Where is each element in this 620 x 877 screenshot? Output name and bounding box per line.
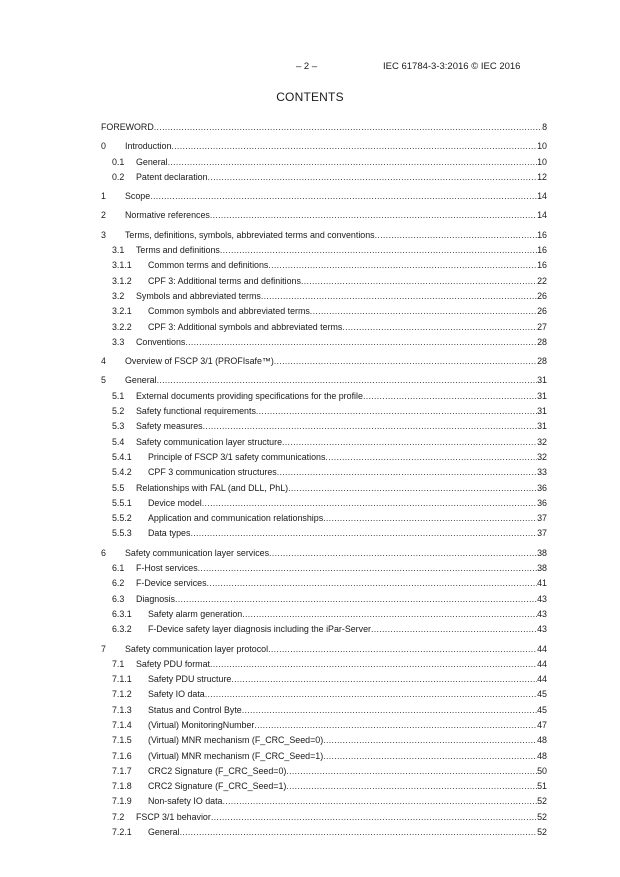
toc-entry-number: 7.1.8	[112, 781, 132, 792]
toc-leader-dots	[157, 375, 538, 385]
toc-leader-dots	[154, 122, 542, 132]
toc-entry[interactable]	[101, 276, 547, 291]
toc-leader-dots	[301, 276, 537, 286]
toc-leader-dots	[180, 827, 538, 837]
toc-entry-number: 5.4.2	[112, 467, 132, 478]
page-title: CONTENTS	[276, 90, 344, 104]
toc-entry-number: 0.2	[112, 171, 125, 182]
toc-leader-dots	[323, 513, 537, 523]
toc-entry-title: CRC2 Signature (F_CRC_Seed=0)	[148, 765, 287, 776]
toc-leader-dots	[208, 172, 538, 182]
toc-leader-dots	[277, 467, 537, 477]
toc-entry-page: 22	[537, 275, 547, 286]
toc-leader-dots	[203, 421, 538, 431]
toc-entry[interactable]	[101, 812, 547, 827]
toc-entry-title: (Virtual) MNR mechanism (F_CRC_Seed=1)	[148, 750, 324, 761]
toc-entry-title: Data types	[148, 528, 191, 539]
toc-entry-title: F-Device services	[136, 578, 207, 589]
toc-leader-dots	[242, 609, 537, 619]
toc-entry-number: 5.5.1	[112, 497, 132, 508]
toc-entry-page: 28	[537, 356, 547, 367]
toc-entry-number: 3.1	[112, 245, 125, 256]
toc-entry-title: FSCP 3/1 behavior	[136, 811, 211, 822]
toc-entry-title: CPF 3: Additional terms and definitions	[148, 275, 301, 286]
toc-entry-page: 16	[537, 245, 547, 256]
toc-entry-title: Device model	[148, 497, 202, 508]
toc-entry[interactable]	[101, 260, 547, 275]
toc-entry[interactable]	[101, 391, 547, 406]
toc-entry-number: 3.1.1	[112, 260, 132, 271]
toc-leader-dots	[198, 563, 537, 573]
toc-leader-dots	[205, 689, 537, 699]
toc-entry[interactable]	[101, 528, 547, 543]
page-number: – 2 –	[296, 61, 318, 72]
toc-entry-number: 3	[101, 229, 106, 240]
toc-entry[interactable]	[101, 172, 547, 187]
toc-leader-dots	[342, 322, 537, 332]
toc-entry-number: 7.1.2	[112, 689, 132, 700]
toc-entry-page: 31	[537, 421, 547, 432]
toc-leader-dots	[288, 483, 537, 493]
toc-entry-page: 44	[537, 674, 547, 685]
toc-entry-page: 32	[537, 451, 547, 462]
toc-entry-page: 32	[537, 436, 547, 447]
toc-leader-dots	[242, 705, 537, 715]
toc-leader-dots	[223, 796, 538, 806]
toc-entry-page: 31	[537, 406, 547, 417]
toc-entry-title: Non-safety IO data	[148, 796, 223, 807]
toc-leader-dots	[210, 659, 537, 669]
toc-entry[interactable]	[101, 141, 547, 156]
toc-entry-page: 27	[537, 321, 547, 332]
toc-entry[interactable]	[101, 157, 547, 172]
toc-entry-page: 52	[537, 811, 547, 822]
toc-leader-dots	[323, 735, 537, 745]
toc-entry-page: 28	[537, 336, 547, 347]
toc-entry[interactable]	[101, 609, 547, 624]
toc-leader-dots	[371, 624, 537, 634]
toc-entry[interactable]	[101, 766, 547, 781]
toc-entry-number: 1	[101, 191, 106, 202]
toc-entry-page: 31	[537, 375, 547, 386]
toc-entry[interactable]	[101, 483, 547, 498]
toc-entry-number: 7.1.7	[112, 765, 132, 776]
toc-entry-page: 31	[537, 390, 547, 401]
toc-entry-number: 5.2	[112, 406, 125, 417]
toc-entry-title: Overview of FSCP 3/1 (PROFIsafe™)	[125, 356, 274, 367]
toc-entry-page: 16	[537, 260, 547, 271]
toc-entry-page: 47	[537, 719, 547, 730]
toc-leader-dots	[175, 594, 537, 604]
toc-entry-title: Application and communication relationships	[148, 513, 324, 524]
toc-entry-title: General	[125, 375, 157, 386]
toc-entry[interactable]	[101, 659, 547, 674]
toc-leader-dots	[268, 644, 537, 654]
toc-entry-page: 43	[537, 624, 547, 635]
toc-entry-number: 5.4.1	[112, 451, 132, 462]
toc-entry[interactable]	[101, 356, 547, 371]
toc-entry-title: Conventions	[136, 336, 186, 347]
toc-entry[interactable]	[101, 674, 547, 689]
toc-entry[interactable]	[101, 421, 547, 436]
toc-entry-number: 6.3.2	[112, 624, 132, 635]
toc-entry-title: Safety measures	[136, 421, 203, 432]
toc-entry-page: 10	[537, 141, 547, 152]
toc-entry[interactable]	[101, 375, 547, 390]
toc-entry[interactable]	[101, 406, 547, 421]
toc-entry[interactable]	[101, 548, 547, 563]
toc-entry[interactable]	[101, 513, 547, 528]
toc-entry-number: 3.2	[112, 290, 125, 301]
toc-entry-title: CPF 3: Additional symbols and abbreviated terms	[148, 321, 343, 332]
toc-entry[interactable]	[101, 306, 547, 321]
toc-entry[interactable]	[101, 594, 547, 609]
toc-entry-title: External documents providing specifications for the profile	[136, 390, 363, 401]
toc-entry-page: 38	[537, 547, 547, 558]
toc-entry-title: Common terms and definitions	[148, 260, 269, 271]
toc-entry-title: General	[148, 827, 180, 838]
toc-leader-dots	[202, 498, 537, 508]
toc-entry-page: 26	[537, 290, 547, 301]
toc-entry-title: Status and Control Byte	[148, 704, 242, 715]
toc-leader-dots	[185, 337, 537, 347]
toc-entry-page: 41	[537, 578, 547, 589]
toc-entry-page: 14	[537, 210, 547, 221]
toc-entry-number: 6.3.1	[112, 608, 132, 619]
toc-leader-dots	[210, 210, 537, 220]
toc-entry[interactable]	[101, 563, 547, 578]
toc-entry[interactable]	[101, 322, 547, 337]
toc-entry-number: 7.1.5	[112, 735, 132, 746]
toc-entry-title: Safety IO data	[148, 689, 205, 700]
toc-entry[interactable]	[101, 705, 547, 720]
toc-entry[interactable]	[101, 122, 547, 137]
toc-entry-page: 48	[537, 750, 547, 761]
toc-entry-page: 8	[542, 122, 547, 132]
toc-entry-number: 7.2	[112, 811, 125, 822]
toc-entry-page: 43	[537, 593, 547, 604]
toc-leader-dots	[363, 391, 537, 401]
toc-entry-page: 37	[537, 513, 547, 524]
toc-entry-title: CRC2 Signature (F_CRC_Seed=1)	[148, 781, 287, 792]
toc-leader-dots	[325, 452, 537, 462]
toc-entry[interactable]	[101, 337, 547, 352]
toc-entry-number: 6	[101, 547, 106, 558]
toc-leader-dots	[375, 230, 538, 240]
toc-entry-title: Safety communication layer structure	[136, 436, 283, 447]
toc-entry-page: 45	[537, 704, 547, 715]
toc-entry-title: Terms, definitions, symbols, abbreviated terms and conventions	[125, 229, 375, 240]
toc-entry-page: 52	[537, 827, 547, 838]
toc-entry-page: 14	[537, 191, 547, 202]
toc-entry-title: F-Host services	[136, 563, 198, 574]
toc-entry-title: General	[136, 156, 168, 167]
toc-entry[interactable]	[101, 689, 547, 704]
toc-entry[interactable]	[101, 751, 547, 766]
toc-entry-number: 2	[101, 210, 106, 221]
toc-entry-page: 43	[537, 608, 547, 619]
toc-entry[interactable]	[101, 452, 547, 467]
toc-entry-number: 7	[101, 643, 106, 654]
toc-entry-number: 7.1.1	[112, 674, 132, 685]
toc-entry-number: 6.1	[112, 563, 125, 574]
toc-entry-title: Relationships with FAL (and DLL, PhL)	[136, 482, 289, 493]
toc-entry-page: 48	[537, 735, 547, 746]
toc-entry-number: 6.2	[112, 578, 125, 589]
toc-leader-dots	[211, 812, 537, 822]
toc-leader-dots	[150, 191, 537, 201]
toc-entry-number: 4	[101, 356, 106, 367]
toc-entry-number: 6.3	[112, 593, 125, 604]
toc-entry-title: Safety PDU format	[136, 658, 210, 669]
toc-entry-title: CPF 3 communication structures	[148, 467, 277, 478]
toc-entry-page: 36	[537, 497, 547, 508]
toc-leader-dots	[207, 578, 538, 588]
toc-leader-dots	[168, 157, 538, 167]
toc-entry[interactable]	[101, 578, 547, 593]
toc-entry-title: (Virtual) MNR mechanism (F_CRC_Seed=0)	[148, 735, 324, 746]
toc-entry-title: Normative references	[125, 210, 210, 221]
toc-entry[interactable]	[101, 245, 547, 260]
toc-entry-number: 3.2.1	[112, 306, 132, 317]
toc-entry-page: 38	[537, 563, 547, 574]
toc-entry-title: Terms and definitions	[136, 245, 220, 256]
toc-entry-title: Safety alarm generation	[148, 608, 243, 619]
toc-leader-dots	[310, 306, 537, 316]
toc-entry-number: 5.1	[112, 390, 125, 401]
toc-entry-page: 52	[537, 796, 547, 807]
toc-entry-number: 5.5.2	[112, 513, 132, 524]
toc-leader-dots	[190, 528, 537, 538]
toc-entry-page: 44	[537, 658, 547, 669]
toc-entry-title: Scope	[125, 191, 151, 202]
toc-leader-dots	[286, 766, 537, 776]
toc-entry-title: Common symbols and abbreviated terms	[148, 306, 310, 317]
toc-leader-dots	[323, 751, 537, 761]
toc-entry-title: Diagnosis	[136, 593, 175, 604]
toc-entry[interactable]	[101, 467, 547, 482]
toc-entry[interactable]	[101, 644, 547, 659]
toc-entry-page: 51	[537, 781, 547, 792]
toc-entry-number: 3.1.2	[112, 275, 132, 286]
toc-entry-number: 5.4	[112, 436, 125, 447]
toc-leader-dots	[254, 720, 537, 730]
table-of-contents	[101, 122, 547, 842]
toc-entry-page: 36	[537, 482, 547, 493]
toc-entry-number: 0	[101, 141, 106, 152]
toc-leader-dots	[171, 141, 537, 151]
toc-entry-page: 37	[537, 528, 547, 539]
toc-leader-dots	[269, 548, 537, 558]
toc-entry-number: 5.5.3	[112, 528, 132, 539]
toc-entry[interactable]	[101, 291, 547, 306]
toc-leader-dots	[220, 245, 537, 255]
toc-leader-dots	[274, 356, 537, 366]
toc-leader-dots	[261, 291, 537, 301]
toc-entry-page: 26	[537, 306, 547, 317]
toc-entry[interactable]	[101, 191, 547, 206]
toc-entry-number: 7.1	[112, 658, 125, 669]
toc-entry-title: Patent declaration	[136, 171, 208, 182]
toc-entry[interactable]	[101, 796, 547, 811]
toc-entry-number: 5	[101, 375, 106, 386]
toc-entry[interactable]	[101, 781, 547, 796]
toc-entry-title: Principle of FSCP 3/1 safety communications	[148, 451, 326, 462]
standard-identifier: IEC 61784-3-3:2016 © IEC 2016	[383, 61, 521, 72]
toc-leader-dots	[282, 437, 537, 447]
toc-entry[interactable]	[101, 735, 547, 750]
toc-leader-dots	[231, 674, 537, 684]
toc-entry-title: Safety functional requirements	[136, 406, 256, 417]
toc-leader-dots	[268, 260, 537, 270]
toc-entry-title: Safety PDU structure	[148, 674, 232, 685]
toc-entry-page: 10	[537, 156, 547, 167]
toc-entry-number: 7.1.4	[112, 719, 132, 730]
toc-entry[interactable]	[101, 827, 547, 842]
toc-entry-page: 12	[537, 171, 547, 182]
toc-entry[interactable]	[101, 230, 547, 245]
toc-entry-number: 7.1.9	[112, 796, 132, 807]
toc-entry-title: Symbols and abbreviated terms	[136, 290, 261, 301]
page-header	[0, 61, 620, 75]
toc-entry-title: F-Device safety layer diagnosis including the iPar-Server	[148, 624, 371, 635]
toc-entry-number: 5.5	[112, 482, 125, 493]
toc-entry[interactable]	[101, 720, 547, 735]
toc-entry-title: Introduction	[125, 141, 172, 152]
toc-entry-page: 16	[537, 229, 547, 240]
toc-entry-title: Safety communication layer services	[125, 547, 270, 558]
toc-entry-title: FOREWORD	[101, 122, 154, 132]
toc-entry-number: 3.3	[112, 336, 125, 347]
toc-leader-dots	[256, 406, 537, 416]
toc-entry-page: 50	[537, 765, 547, 776]
toc-entry[interactable]	[101, 210, 547, 225]
toc-entry-title: Safety communication layer protocol	[125, 643, 269, 654]
toc-leader-dots	[286, 781, 537, 791]
toc-entry[interactable]	[101, 498, 547, 513]
toc-entry-number: 7.1.6	[112, 750, 132, 761]
toc-entry-title: (Virtual) MonitoringNumber	[148, 719, 255, 730]
toc-entry-page: 33	[537, 467, 547, 478]
toc-entry-page: 44	[537, 643, 547, 654]
toc-entry-number: 7.2.1	[112, 827, 132, 838]
toc-entry[interactable]	[101, 437, 547, 452]
toc-entry[interactable]	[101, 624, 547, 639]
toc-entry-number: 3.2.2	[112, 321, 132, 332]
toc-entry-page: 45	[537, 689, 547, 700]
toc-entry-number: 0.1	[112, 156, 125, 167]
toc-entry-number: 5.3	[112, 421, 125, 432]
toc-entry-number: 7.1.3	[112, 704, 132, 715]
